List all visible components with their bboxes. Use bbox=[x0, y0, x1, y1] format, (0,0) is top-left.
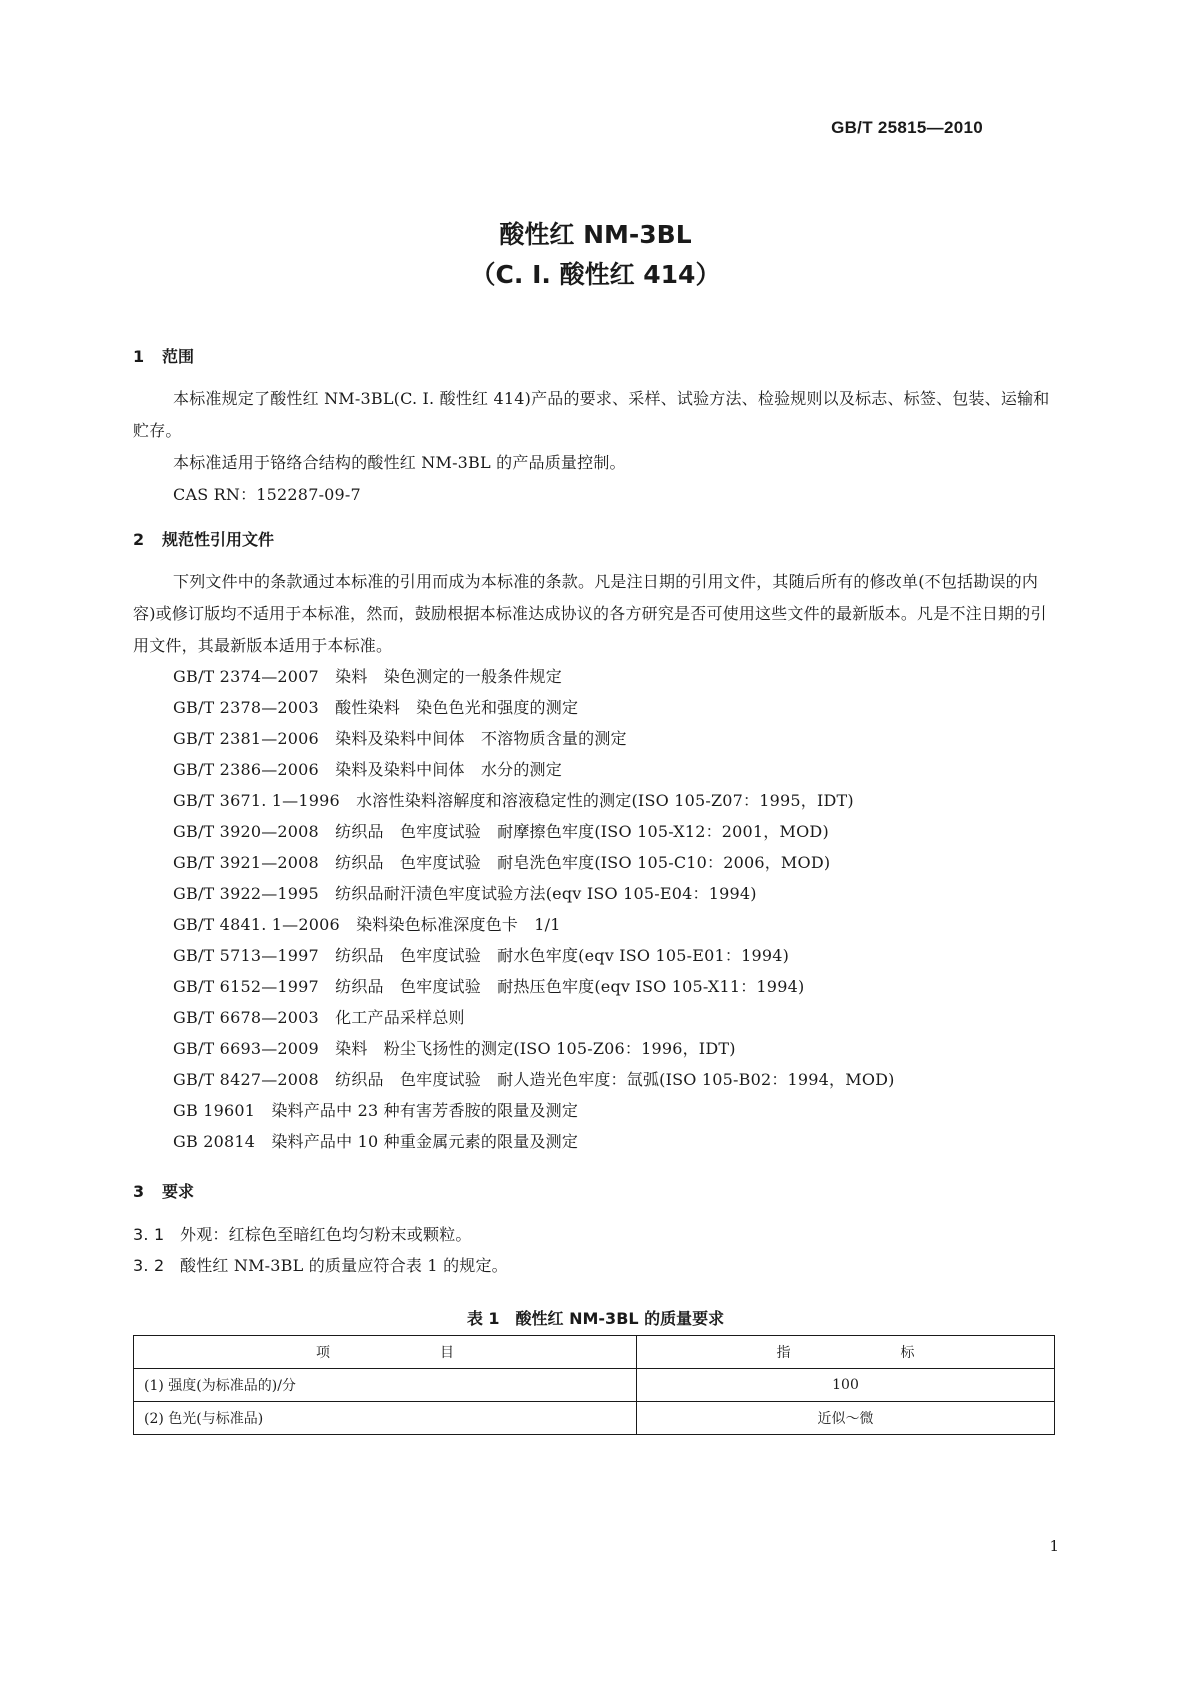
reference-item bbox=[173, 754, 562, 786]
section-number: 1 bbox=[133, 347, 145, 366]
clause-text: 酸性红 NM-3BL 的质量应符合表 1 的规定。 bbox=[180, 1256, 508, 1275]
reference-item bbox=[173, 1033, 736, 1065]
table-cell-item: (2) 色光(与标准品) bbox=[134, 1402, 637, 1435]
table-row bbox=[134, 1369, 1055, 1402]
reference-item bbox=[173, 1095, 578, 1127]
reference-code: GB/T 3920—2008 bbox=[173, 822, 319, 841]
reference-title: 纺织品 色牢度试验 耐皂洗色牢度(ISO 105-C10：2006，MOD) bbox=[335, 853, 831, 872]
reference-item bbox=[173, 847, 830, 879]
standard-number: GB/T 25815—2010 bbox=[831, 118, 983, 137]
table-row bbox=[134, 1402, 1055, 1435]
section-title: 要求 bbox=[162, 1182, 195, 1201]
reference-title: 酸性染料 染色色光和强度的测定 bbox=[335, 698, 579, 717]
reference-item bbox=[173, 1002, 465, 1034]
cas-number: CAS RN：152287-09-7 bbox=[173, 485, 361, 504]
reference-code: GB/T 4841. 1—2006 bbox=[173, 915, 340, 934]
reference-code: GB/T 2386—2006 bbox=[173, 760, 319, 779]
reference-title: 纺织品 色牢度试验 耐热压色牢度(eqv ISO 105-X11：1994) bbox=[335, 977, 805, 996]
reference-title: 纺织品 色牢度试验 耐人造光色牢度：氙弧(ISO 105-B02：1994，MOD) bbox=[335, 1070, 895, 1089]
reference-code: GB/T 3671. 1—1996 bbox=[173, 791, 340, 810]
reference-title: 纺织品耐汗渍色牢度试验方法(eqv ISO 105-E04：1994) bbox=[335, 884, 757, 903]
section-title: 范围 bbox=[162, 347, 195, 366]
clause-3-1 bbox=[133, 1219, 472, 1251]
scope-paragraph-1: 本标准规定了酸性红 NM-3BL(C. I. 酸性红 414)产品的要求、采样、试验方法、检验规则以及标志、标签、包装、运输和贮存。 bbox=[133, 389, 1050, 440]
page-number: 1 bbox=[1049, 1537, 1059, 1555]
reference-title: 化工产品采样总则 bbox=[335, 1008, 465, 1027]
reference-item bbox=[173, 940, 789, 972]
reference-code: GB/T 2381—2006 bbox=[173, 729, 319, 748]
table-header-row bbox=[134, 1336, 1055, 1369]
section-1-heading bbox=[133, 344, 194, 367]
reference-code: GB/T 2378—2003 bbox=[173, 698, 319, 717]
reference-code: GB 19601 bbox=[173, 1101, 256, 1120]
reference-title: 染料 粉尘飞扬性的测定(ISO 105-Z06：1996，IDT) bbox=[335, 1039, 736, 1058]
reference-code: GB/T 6693—2009 bbox=[173, 1039, 319, 1058]
section-number: 3 bbox=[133, 1182, 145, 1201]
reference-title: 染料及染料中间体 不溶物质含量的测定 bbox=[335, 729, 627, 748]
reference-title: 染料 染色测定的一般条件规定 bbox=[335, 667, 562, 686]
reference-code: GB 20814 bbox=[173, 1132, 256, 1151]
reference-item bbox=[173, 816, 829, 848]
clause-number: 3. 1 bbox=[133, 1225, 165, 1244]
reference-title: 染料及染料中间体 水分的测定 bbox=[335, 760, 562, 779]
reference-title: 染料产品中 23 种有害芳香胺的限量及测定 bbox=[271, 1101, 579, 1120]
document-title: 酸性红 NM-3BL bbox=[499, 220, 692, 249]
section-title: 规范性引用文件 bbox=[162, 530, 275, 549]
reference-title: 染料染色标准深度色卡 1/1 bbox=[356, 915, 561, 934]
reference-item bbox=[173, 1064, 895, 1096]
reference-item bbox=[173, 661, 562, 693]
reference-code: GB/T 3922—1995 bbox=[173, 884, 319, 903]
table-caption: 表 1 酸性红 NM-3BL 的质量要求 bbox=[466, 1309, 725, 1328]
references-intro: 下列文件中的条款通过本标准的引用而成为本标准的条款。凡是注日期的引用文件，其随后所有的修改单(不包括勘误的内容)或修订版均不适用于本标准，然而，鼓励根据本标准达成协议的各方研究是否可使用这些文件的最新版本。凡是不注日期的引用文件，其最新版本适用于本标准。 bbox=[133, 572, 1047, 655]
reference-code: GB/T 5713—1997 bbox=[173, 946, 319, 965]
table-cell-value: 100 bbox=[637, 1369, 1055, 1402]
reference-item bbox=[173, 878, 757, 910]
reference-item bbox=[173, 723, 627, 755]
reference-code: GB/T 2374—2007 bbox=[173, 667, 319, 686]
column-header-item: 项目 bbox=[134, 1336, 637, 1369]
reference-item bbox=[173, 785, 854, 817]
table-cell-item: (1) 强度(为标准品的)/分 bbox=[134, 1369, 637, 1402]
reference-item bbox=[173, 692, 578, 724]
reference-title: 纺织品 色牢度试验 耐水色牢度(eqv ISO 105-E01：1994) bbox=[335, 946, 790, 965]
quality-requirements-table bbox=[133, 1335, 1055, 1435]
clause-number: 3. 2 bbox=[133, 1256, 165, 1275]
section-number: 2 bbox=[133, 530, 145, 549]
reference-code: GB/T 8427—2008 bbox=[173, 1070, 319, 1089]
clause-3-2 bbox=[133, 1250, 508, 1282]
column-header-value: 指标 bbox=[637, 1336, 1055, 1369]
reference-code: GB/T 6678—2003 bbox=[173, 1008, 319, 1027]
reference-title: 纺织品 色牢度试验 耐摩擦色牢度(ISO 105-X12：2001，MOD) bbox=[335, 822, 829, 841]
reference-code: GB/T 6152—1997 bbox=[173, 977, 319, 996]
section-3-heading bbox=[133, 1179, 194, 1202]
reference-title: 染料产品中 10 种重金属元素的限量及测定 bbox=[271, 1132, 579, 1151]
reference-title: 水溶性染料溶解度和溶液稳定性的测定(ISO 105-Z07：1995，IDT) bbox=[356, 791, 854, 810]
clause-text: 外观：红棕色至暗红色均匀粉末或颗粒。 bbox=[180, 1225, 472, 1244]
reference-item bbox=[173, 909, 561, 941]
scope-paragraph-2: 本标准适用于铬络合结构的酸性红 NM-3BL 的产品质量控制。 bbox=[173, 453, 626, 472]
table-cell-value: 近似～微 bbox=[637, 1402, 1055, 1435]
reference-item bbox=[173, 971, 804, 1003]
reference-item bbox=[173, 1126, 578, 1158]
reference-code: GB/T 3921—2008 bbox=[173, 853, 319, 872]
section-2-heading bbox=[133, 527, 274, 550]
document-subtitle: （C. I. 酸性红 414） bbox=[470, 260, 721, 289]
